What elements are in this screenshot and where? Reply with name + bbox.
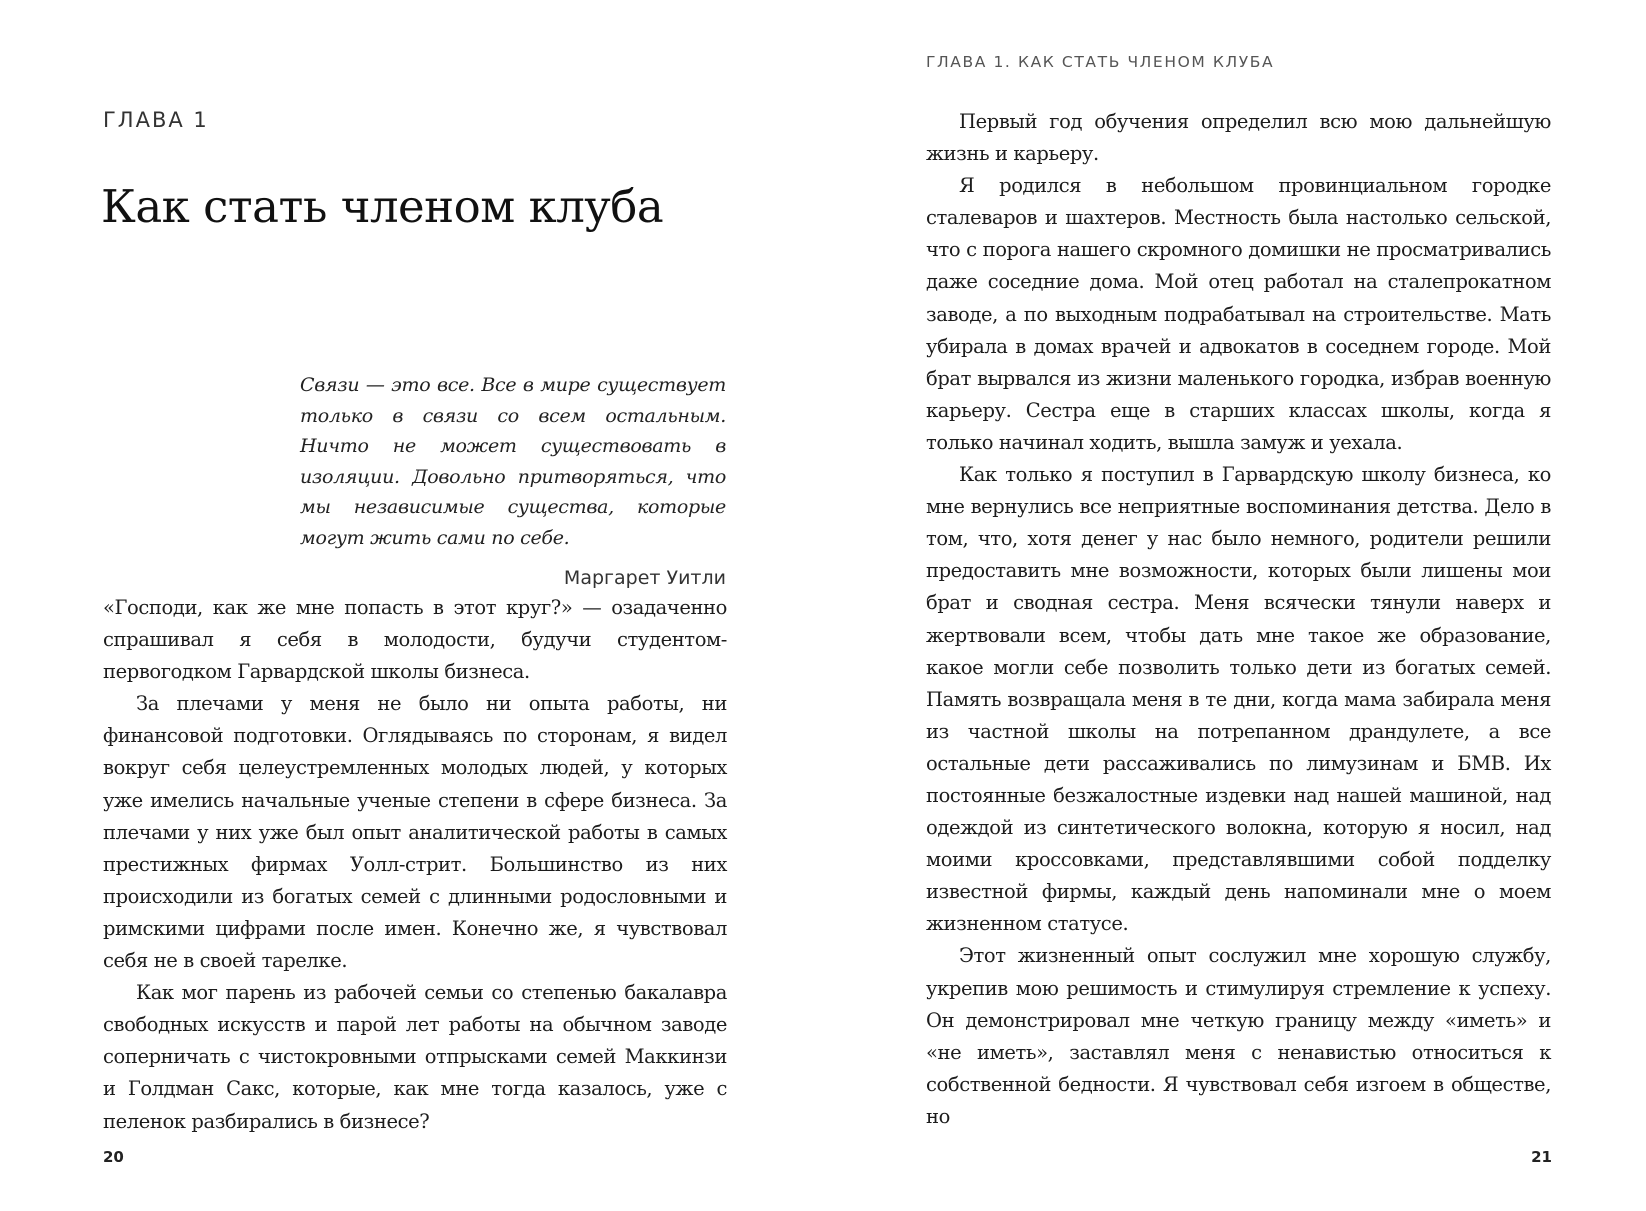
paragraph: Я родился в небольшом провинциальном городке сталеваров и шахтеров. Местность была настолько сельской, что с порога нашего скромного домишки не просматривались даже соседние дома. Мой отец работал на сталепрокатном заводе, а по выходным подрабатывал на строительстве. Мать убирала в домах врачей и адвокатов в соседнем городе. Мой брат вырвался из жизни маленького городка, избрав военную карьеру. Сестра еще в старших классах школы, когда я только начинал ходить, вышла замуж и уехала. bbox=[926, 174, 1551, 454]
page-number: 21 bbox=[1531, 1148, 1552, 1166]
chapter-label: ГЛАВА 1 bbox=[103, 108, 209, 132]
page-number: 20 bbox=[103, 1148, 124, 1166]
paragraph: Как только я поступил в Гарвардскую школу бизнеса, ко мне вернулись все неприятные воспоминания детства. Дело в том, что, хотя денег у нас было немного, родители решили предоставить мне возможности, которых были лишены мои брат и сводная сестра. Меня всячески тянули наверх и жертвовали всем, чтобы дать мне такое же образование, какое могли себе позволить только дети из богатых семей. Память возвращала меня в те дни, когда мама забирала меня из частной школы на потрепанном драндулете, а все остальные дети рассаживались по лимузинам и БМВ. Их постоянные безжалостные издевки над нашей машиной, над одеждой из синтетического волокна, которую я носил, над моими кроссовками, представлявшими собой подделку известной фирмы, каждый день напоминали мне о моем жизненном статусе. bbox=[926, 463, 1551, 936]
epigraph bbox=[300, 370, 726, 589]
epigraph-author: Маргарет Уитли bbox=[563, 567, 726, 589]
paragraph: Первый год обучения определил всю мою дальнейшую жизнь и карьеру. bbox=[926, 110, 1551, 166]
right-page bbox=[823, 0, 1646, 1211]
paragraph: Как мог парень из рабочей семьи со степенью бакалавра свободных искусств и парой лет работы на обычном заводе соперничать с чистокровными отпрысками семей Маккинзи и Голдман Сакс, которые, как мне тогда казалось, уже с пеленок разбирались в бизнесе? bbox=[103, 981, 727, 1133]
chapter-title: Как стать членом клуба bbox=[101, 180, 664, 233]
paragraph: За плечами у меня не было ни опыта работы, ни финансовой подготовки. Оглядываясь по сторонам, я видел вокруг себя целеустремленных молодых людей, у которых уже имелись начальные ученые степени в сфере бизнеса. За плечами у них уже был опыт аналитической работы в самых престижных фирмах Уолл-стрит. Большинство из них происходили из богатых семей с длинными родословными и римскими цифрами после имен. Конечно же, я чувствовал себя не в своей тарелке. bbox=[103, 692, 727, 973]
right-body-text bbox=[926, 106, 1551, 1133]
paragraph: «Господи, как же мне попасть в этот круг?» — озадаченно спрашивал я себя в молодости, будучи студентом-первогодком Гарвардской школы бизнеса. bbox=[103, 596, 727, 684]
running-head: ГЛАВА 1. КАК СТАТЬ ЧЛЕНОМ КЛУБА bbox=[926, 53, 1275, 71]
epigraph-text: Связи — это все. Все в мире существует только в связи со всем остальным. Ничто не может существовать в изоляции. Довольно притворяться, что мы независимые существа, которые могут жить сами по себе. bbox=[300, 374, 726, 549]
left-body-text bbox=[103, 592, 727, 1138]
paragraph: Этот жизненный опыт сослужил мне хорошую службу, укрепив мою решимость и стимулируя стремление к успеху. Он демонстрировал мне четкую границу между «иметь» и «не иметь», заставлял меня с ненавистью относиться к собственной бедности. Я чувствовал себя изгоем в обществе, но bbox=[926, 944, 1551, 1128]
